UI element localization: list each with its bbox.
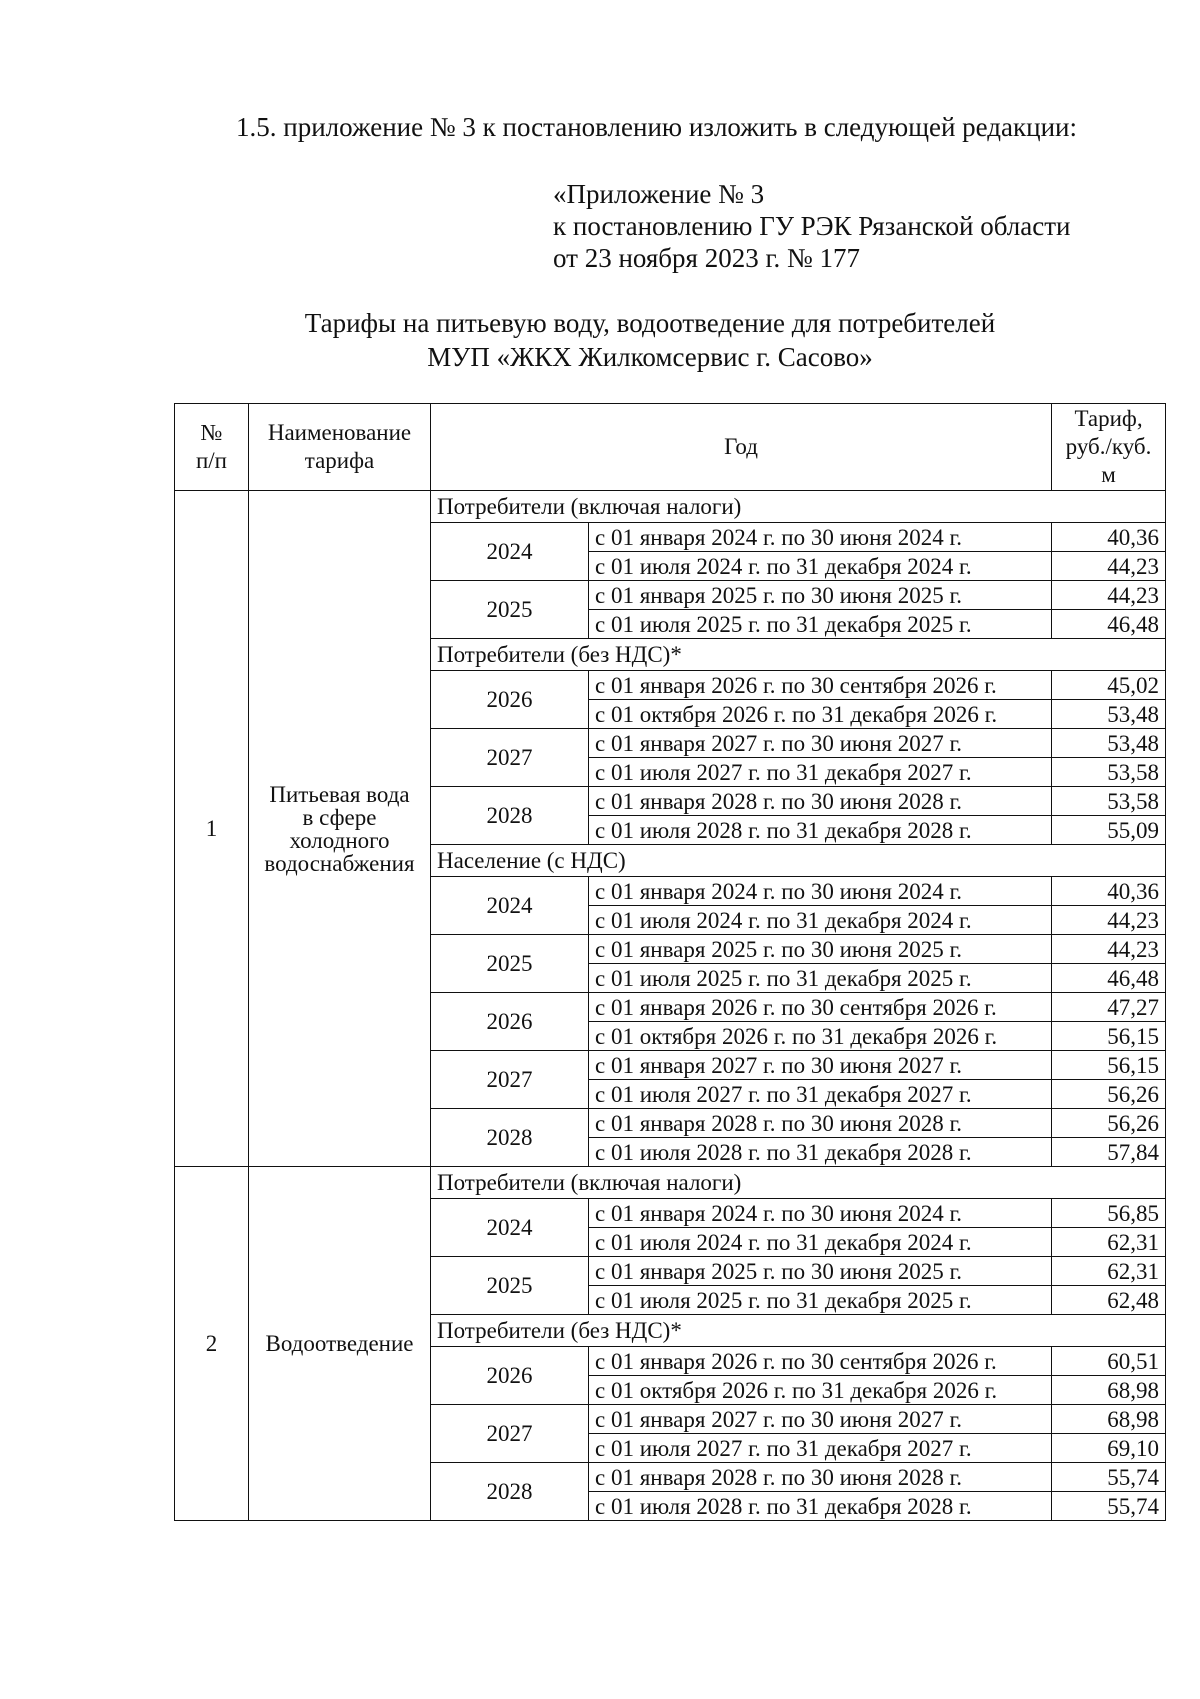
- period-cell: с 01 января 2028 г. по 30 июня 2028 г.: [589, 787, 1052, 816]
- tariff-value: 47,27: [1052, 993, 1166, 1022]
- header-num-line: №: [200, 420, 223, 445]
- year-cell: 2026: [431, 1347, 589, 1405]
- tariff-value: 44,23: [1052, 581, 1166, 610]
- year-cell: 2026: [431, 671, 589, 729]
- period-cell: с 01 января 2025 г. по 30 июня 2025 г.: [589, 935, 1052, 964]
- tariff-value: 69,10: [1052, 1434, 1166, 1463]
- period-cell: с 01 января 2026 г. по 30 сентября 2026 г.: [589, 993, 1052, 1022]
- intro-paragraph: 1.5. приложение № 3 к постановлению изложить в следующей редакции:: [236, 112, 1077, 142]
- year-cell: 2025: [431, 1257, 589, 1315]
- tariff-table: [174, 403, 1166, 1521]
- header-row: [175, 404, 1166, 491]
- period-cell: с 01 января 2024 г. по 30 июня 2024 г.: [589, 877, 1052, 906]
- header-tariff-line: Тариф,: [1074, 406, 1143, 431]
- tariff-value: 56,85: [1052, 1199, 1166, 1228]
- year-cell: 2027: [431, 1051, 589, 1109]
- consumer-group-label: Потребители (без НДС)*: [431, 1315, 1166, 1347]
- tariff-name: [249, 491, 431, 1167]
- header-tariff-line: руб./куб.: [1065, 434, 1152, 459]
- header-name: [249, 404, 431, 491]
- period-cell: с 01 июля 2027 г. по 31 декабря 2027 г.: [589, 758, 1052, 787]
- tariff-name-line: в сфере: [302, 804, 377, 830]
- period-cell: с 01 июля 2024 г. по 31 декабря 2024 г.: [589, 552, 1052, 581]
- period-cell: с 01 января 2027 г. по 30 июня 2027 г.: [589, 729, 1052, 758]
- tariff-value: 53,58: [1052, 758, 1166, 787]
- period-cell: с 01 января 2025 г. по 30 июня 2025 г.: [589, 1257, 1052, 1286]
- tariff-value: 40,36: [1052, 877, 1166, 906]
- tariff-value: 45,02: [1052, 671, 1166, 700]
- period-cell: с 01 октября 2026 г. по 31 декабря 2026 г.: [589, 700, 1052, 729]
- period-cell: с 01 июля 2025 г. по 31 декабря 2025 г.: [589, 1286, 1052, 1315]
- tariff-name-line: Питьевая вода: [269, 781, 410, 807]
- appendix-reference: [553, 178, 1070, 274]
- year-cell: 2027: [431, 729, 589, 787]
- group-row: [175, 491, 1166, 523]
- tariff-value: 62,48: [1052, 1286, 1166, 1315]
- appendix-line-3: от 23 ноября 2023 г. № 177: [553, 243, 860, 273]
- period-cell: с 01 октября 2026 г. по 31 декабря 2026 г.: [589, 1022, 1052, 1051]
- period-cell: с 01 января 2026 г. по 30 сентября 2026 г.: [589, 671, 1052, 700]
- period-cell: с 01 июля 2027 г. по 31 декабря 2027 г.: [589, 1434, 1052, 1463]
- document-title: [170, 306, 1130, 374]
- tariff-name: [249, 1167, 431, 1521]
- period-cell: с 01 июля 2028 г. по 31 декабря 2028 г.: [589, 1138, 1052, 1167]
- period-cell: с 01 января 2024 г. по 30 июня 2024 г.: [589, 523, 1052, 552]
- tariff-value: 53,48: [1052, 700, 1166, 729]
- title-line-2: МУП «ЖКХ Жилкомсервис г. Сасово»: [427, 342, 873, 372]
- tariff-value: 46,48: [1052, 964, 1166, 993]
- tariff-value: 68,98: [1052, 1376, 1166, 1405]
- period-cell: с 01 января 2028 г. по 30 июня 2028 г.: [589, 1463, 1052, 1492]
- header-tariff: [1052, 404, 1166, 491]
- tariff-value: 68,98: [1052, 1405, 1166, 1434]
- tariff-value: 53,58: [1052, 787, 1166, 816]
- appendix-line-1: «Приложение № 3: [553, 179, 765, 209]
- period-cell: с 01 октября 2026 г. по 31 декабря 2026 г.: [589, 1376, 1052, 1405]
- tariff-value: 53,48: [1052, 729, 1166, 758]
- period-cell: с 01 января 2025 г. по 30 июня 2025 г.: [589, 581, 1052, 610]
- tariff-value: 55,09: [1052, 816, 1166, 845]
- period-cell: с 01 июля 2028 г. по 31 декабря 2028 г.: [589, 1492, 1052, 1521]
- consumer-group-label: Потребители (без НДС)*: [431, 639, 1166, 671]
- header-name-line: тарифа: [304, 448, 375, 473]
- year-cell: 2024: [431, 877, 589, 935]
- row-number: 1: [175, 491, 249, 1167]
- year-cell: 2028: [431, 1109, 589, 1167]
- tariff-name-line: Водоотведение: [265, 1331, 414, 1356]
- tariff-value: 56,26: [1052, 1109, 1166, 1138]
- tariff-value: 44,23: [1052, 935, 1166, 964]
- year-cell: 2025: [431, 581, 589, 639]
- period-cell: с 01 июля 2024 г. по 31 декабря 2024 г.: [589, 1228, 1052, 1257]
- header-tariff-line: м: [1101, 462, 1116, 487]
- tariff-value: 56,15: [1052, 1022, 1166, 1051]
- period-cell: с 01 июля 2027 г. по 31 декабря 2027 г.: [589, 1080, 1052, 1109]
- tariff-name-line: водоснабжения: [264, 850, 415, 876]
- consumer-group-label: Потребители (включая налоги): [431, 491, 1166, 523]
- period-cell: с 01 января 2024 г. по 30 июня 2024 г.: [589, 1199, 1052, 1228]
- tariff-value: 60,51: [1052, 1347, 1166, 1376]
- consumer-group-label: Население (с НДС): [431, 845, 1166, 877]
- tariff-value: 44,23: [1052, 906, 1166, 935]
- year-cell: 2024: [431, 1199, 589, 1257]
- period-cell: с 01 января 2027 г. по 30 июня 2027 г.: [589, 1051, 1052, 1080]
- year-cell: 2027: [431, 1405, 589, 1463]
- year-cell: 2028: [431, 787, 589, 845]
- group-row: [175, 1167, 1166, 1199]
- period-cell: с 01 июля 2025 г. по 31 декабря 2025 г.: [589, 610, 1052, 639]
- tariff-value: 57,84: [1052, 1138, 1166, 1167]
- year-cell: 2025: [431, 935, 589, 993]
- period-cell: с 01 января 2028 г. по 30 июня 2028 г.: [589, 1109, 1052, 1138]
- year-cell: 2028: [431, 1463, 589, 1521]
- period-cell: с 01 июля 2024 г. по 31 декабря 2024 г.: [589, 906, 1052, 935]
- header-num-line: п/п: [195, 448, 227, 473]
- header-year: Год: [431, 404, 1052, 491]
- header-name-line: Наименование: [267, 420, 412, 445]
- period-cell: с 01 января 2026 г. по 30 сентября 2026 г.: [589, 1347, 1052, 1376]
- appendix-line-2: к постановлению ГУ РЭК Рязанской области: [553, 211, 1071, 241]
- tariff-value: 56,15: [1052, 1051, 1166, 1080]
- row-number: 2: [175, 1167, 249, 1521]
- title-line-1: Тарифы на питьевую воду, водоотведение для потребителей: [304, 308, 996, 338]
- tariff-value: 55,74: [1052, 1492, 1166, 1521]
- period-cell: с 01 июля 2025 г. по 31 декабря 2025 г.: [589, 964, 1052, 993]
- header-num: [175, 404, 249, 491]
- year-cell: 2024: [431, 523, 589, 581]
- period-cell: с 01 января 2027 г. по 30 июня 2027 г.: [589, 1405, 1052, 1434]
- tariff-value: 62,31: [1052, 1228, 1166, 1257]
- tariff-name-line: холодного: [289, 827, 390, 853]
- tariff-value: 46,48: [1052, 610, 1166, 639]
- tariff-value: 62,31: [1052, 1257, 1166, 1286]
- tariff-value: 40,36: [1052, 523, 1166, 552]
- consumer-group-label: Потребители (включая налоги): [431, 1167, 1166, 1199]
- tariff-value: 56,26: [1052, 1080, 1166, 1109]
- period-cell: с 01 июля 2028 г. по 31 декабря 2028 г.: [589, 816, 1052, 845]
- tariff-value: 44,23: [1052, 552, 1166, 581]
- year-cell: 2026: [431, 993, 589, 1051]
- tariff-value: 55,74: [1052, 1463, 1166, 1492]
